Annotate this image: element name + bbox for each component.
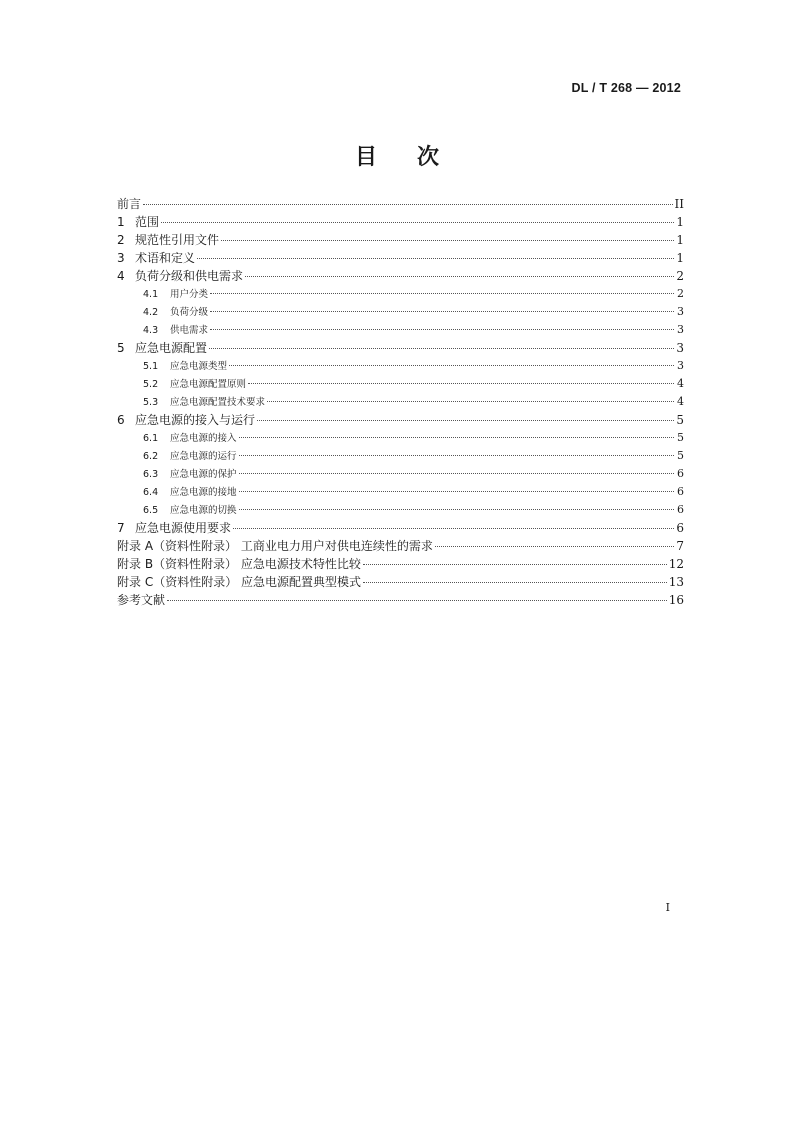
toc-entry-number: 6.1 <box>143 433 159 444</box>
toc-entry-page: 13 <box>668 575 684 589</box>
toc-entry-page: 6 <box>677 485 684 498</box>
toc-entry[interactable] <box>117 213 684 231</box>
toc-entry-label: 用户分类 <box>170 289 209 300</box>
toc-entry-number: 5.1 <box>143 361 159 372</box>
toc-entry-label: 应急电源配置原则 <box>170 379 247 390</box>
toc-dot-leader <box>267 401 674 402</box>
toc-dot-leader <box>233 528 674 529</box>
toc-entry[interactable] <box>117 303 684 321</box>
toc-entry[interactable] <box>117 249 684 267</box>
toc-dot-leader <box>239 455 674 456</box>
toc-entry-page: 3 <box>676 341 684 355</box>
toc-entry-page: 3 <box>677 323 684 336</box>
toc-dot-leader <box>209 348 674 349</box>
toc-entry-number: 4 <box>117 269 125 283</box>
toc-entry-page: 6 <box>677 503 684 516</box>
toc-entry-number: 4.2 <box>143 307 159 318</box>
toc-dot-leader <box>239 491 674 492</box>
toc-entry-number: 7 <box>117 521 125 535</box>
toc-entry-page: 1 <box>676 215 684 229</box>
toc-entry[interactable] <box>117 285 684 303</box>
toc-entry[interactable] <box>117 591 684 609</box>
toc-entry[interactable] <box>117 483 684 501</box>
toc-dot-leader <box>210 311 674 312</box>
toc-entry-page: 2 <box>677 287 684 300</box>
toc-entry[interactable] <box>117 447 684 465</box>
toc-entry-page: 5 <box>676 413 684 427</box>
toc-entry-label: 应急电源的保护 <box>170 469 237 480</box>
toc-entry[interactable] <box>117 267 684 285</box>
toc-entry-page: 6 <box>676 521 684 535</box>
toc-entry[interactable] <box>117 573 684 591</box>
toc-entry[interactable] <box>117 231 684 249</box>
toc-entry-number: 6.5 <box>143 505 159 516</box>
toc-entry-number: 5 <box>117 341 125 355</box>
toc-dot-leader <box>363 582 667 583</box>
toc-entry[interactable] <box>117 357 684 375</box>
toc-entry-page: 3 <box>677 305 684 318</box>
toc-entry[interactable] <box>117 537 684 555</box>
toc-entry[interactable] <box>117 555 684 573</box>
toc-entry-page: 6 <box>677 467 684 480</box>
toc-entry-number: 6 <box>117 413 125 427</box>
toc-entry[interactable] <box>117 429 684 447</box>
toc-dot-leader <box>197 258 674 259</box>
toc-entry-label: 前言 <box>117 197 142 211</box>
table-of-contents <box>117 195 684 609</box>
toc-entry-label: 规范性引用文件 <box>135 233 220 247</box>
toc-entry-page: 5 <box>677 431 684 444</box>
toc-entry-number: 1 <box>117 215 125 229</box>
toc-entry-number: 5.3 <box>143 397 159 408</box>
document-code: DL / T 268 — 2012 <box>571 81 681 95</box>
toc-dot-leader <box>210 293 674 294</box>
toc-entry[interactable] <box>117 465 684 483</box>
toc-entry-label: 应急电源类型 <box>170 361 228 372</box>
toc-entry-number: 5.2 <box>143 379 159 390</box>
toc-entry-page: 16 <box>668 593 684 607</box>
toc-entry-page: II <box>674 197 684 211</box>
toc-entry-number: 2 <box>117 233 125 247</box>
toc-entry[interactable] <box>117 519 684 537</box>
toc-entry-label: 应急电源的接入与运行 <box>135 413 256 427</box>
toc-entry[interactable] <box>117 393 684 411</box>
toc-dot-leader <box>245 276 674 277</box>
toc-entry-number: 4.1 <box>143 289 159 300</box>
toc-dot-leader <box>143 204 673 205</box>
toc-entry-page: 1 <box>676 251 684 265</box>
toc-entry[interactable] <box>117 411 684 429</box>
toc-entry-label: 范围 <box>135 215 160 229</box>
toc-entry-number: 4.3 <box>143 325 159 336</box>
toc-entry-label: 应急电源的接地 <box>170 487 237 498</box>
toc-dot-leader <box>239 473 674 474</box>
toc-entry-label: 附录 C（资料性附录） 应急电源配置典型模式 <box>117 575 362 589</box>
toc-dot-leader <box>210 329 674 330</box>
toc-entry-label: 应急电源配置技术要求 <box>170 397 266 408</box>
toc-entry-label: 供电需求 <box>170 325 209 336</box>
toc-dot-leader <box>167 600 667 601</box>
toc-entry-number: 6.3 <box>143 469 159 480</box>
toc-entry-label: 应急电源使用要求 <box>135 521 232 535</box>
toc-dot-leader <box>248 383 674 384</box>
toc-entry[interactable] <box>117 375 684 393</box>
toc-entry-label: 应急电源的运行 <box>170 451 237 462</box>
toc-entry[interactable] <box>117 501 684 519</box>
toc-entry-page: 2 <box>676 269 684 283</box>
toc-entry-page: 4 <box>677 377 684 390</box>
toc-dot-leader <box>363 564 667 565</box>
toc-entry-label: 术语和定义 <box>135 251 196 265</box>
toc-entry[interactable] <box>117 339 684 357</box>
page-number: I <box>665 901 670 914</box>
toc-dot-leader <box>435 546 674 547</box>
toc-entry-label: 负荷分级和供电需求 <box>135 269 244 283</box>
toc-dot-leader <box>257 420 674 421</box>
toc-entry-page: 4 <box>677 395 684 408</box>
toc-entry[interactable] <box>117 321 684 339</box>
page-title <box>0 140 794 171</box>
toc-entry[interactable] <box>117 195 684 213</box>
toc-entry-page: 3 <box>677 359 684 372</box>
toc-entry-label: 附录 B（资料性附录） 应急电源技术特性比较 <box>117 557 361 571</box>
toc-entry-label: 应急电源配置 <box>135 341 208 355</box>
toc-entry-label: 应急电源的切换 <box>170 505 237 516</box>
toc-entry-label: 附录 A（资料性附录） 工商业电力用户对供电连续性的需求 <box>117 539 433 553</box>
toc-dot-leader <box>239 437 674 438</box>
toc-dot-leader <box>239 509 674 510</box>
toc-entry-page: 12 <box>668 557 684 571</box>
toc-entry-label: 负荷分级 <box>170 307 209 318</box>
toc-dot-leader <box>161 222 674 223</box>
toc-entry-number: 6.2 <box>143 451 159 462</box>
title-char-1: 目 <box>354 145 377 170</box>
toc-entry-number: 6.4 <box>143 487 159 498</box>
title-char-2: 次 <box>417 145 440 170</box>
toc-entry-number: 3 <box>117 251 125 265</box>
toc-dot-leader <box>229 365 674 366</box>
toc-entry-label: 应急电源的接入 <box>170 433 237 444</box>
toc-dot-leader <box>221 240 674 241</box>
toc-entry-page: 7 <box>676 539 684 553</box>
toc-entry-page: 5 <box>677 449 684 462</box>
toc-entry-page: 1 <box>676 233 684 247</box>
toc-entry-label: 参考文献 <box>117 593 166 607</box>
